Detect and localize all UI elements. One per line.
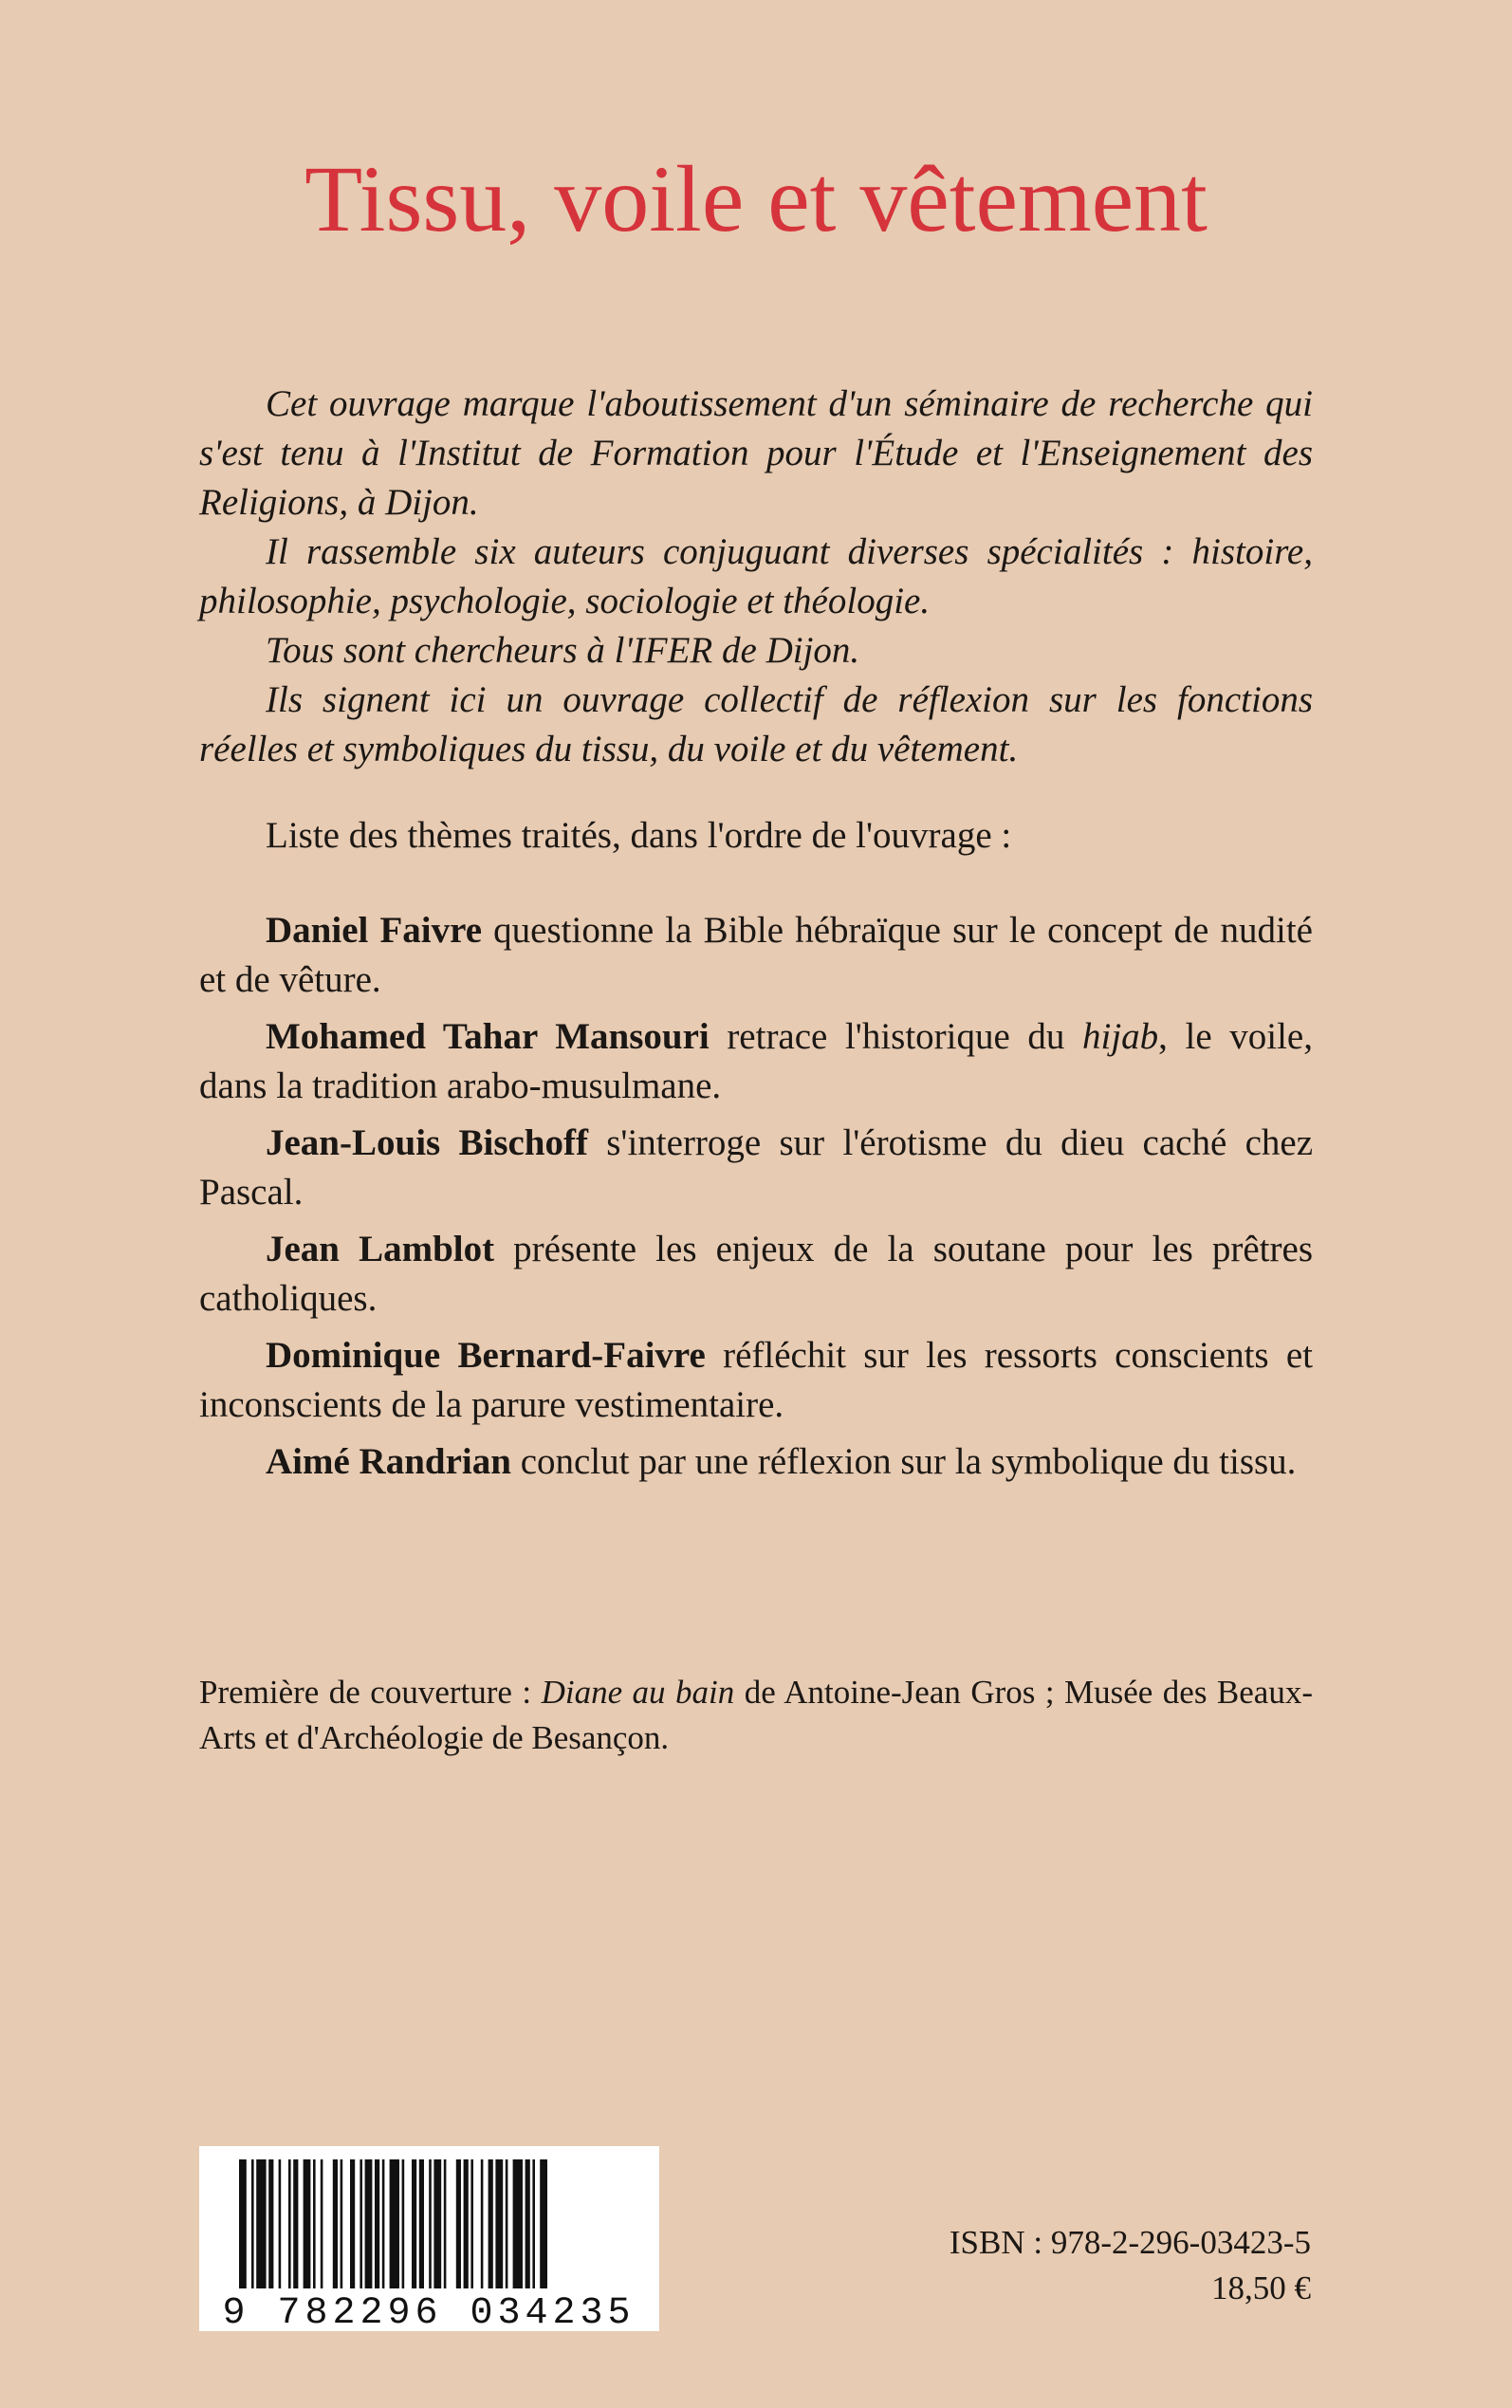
barcode-bar bbox=[360, 2159, 362, 2288]
barcode-bar bbox=[513, 2159, 523, 2288]
barcode-bar bbox=[402, 2159, 405, 2288]
cover-credits bbox=[199, 1670, 1313, 1761]
themes-list bbox=[199, 906, 1313, 1494]
barcode-bar bbox=[390, 2159, 399, 2288]
artwork-title: Diane au bain bbox=[541, 1674, 735, 1711]
barcode-graphic bbox=[199, 2146, 659, 2331]
barcode-bar bbox=[506, 2159, 508, 2288]
barcode-bar bbox=[268, 2159, 273, 2288]
intro-paragraph: Il rassemble six auteurs conjuguant diverses spécialités : histoire, philosophie, psychologie, sociologie et théologie. bbox=[199, 531, 1313, 621]
barcode-bar bbox=[464, 2159, 469, 2288]
barcode-bar bbox=[279, 2159, 282, 2288]
isbn: ISBN : 978-2-296-03423-5 bbox=[949, 2224, 1311, 2261]
barcode-bar bbox=[444, 2159, 447, 2288]
barcode-bar bbox=[256, 2159, 266, 2288]
author-name: Jean-Louis Bischoff bbox=[266, 1122, 588, 1163]
barcode-bar bbox=[526, 2159, 530, 2288]
barcode-digits: 9 782296 034235 bbox=[222, 2292, 636, 2331]
intro-paragraph: Ils signent ici un ouvrage collectif de réflexion sur les fonctions réelles et symboliques du tissu, du voile et du vêtement. bbox=[199, 679, 1313, 769]
barcode-bar bbox=[489, 2159, 493, 2288]
theme-description: , le voile, dans la tradition arabo-musulmane. bbox=[199, 1016, 1313, 1106]
barcode-bar bbox=[293, 2159, 298, 2288]
barcode-bar bbox=[532, 2159, 535, 2288]
barcode-bar bbox=[433, 2159, 441, 2288]
barcode-bar bbox=[382, 2159, 385, 2288]
theme-description: réfléchit sur les ressorts conscients et inconscients de la parure vestimentaire. bbox=[199, 1335, 1313, 1425]
barcode-bar bbox=[412, 2159, 416, 2288]
theme-description: questionne la Bible hébraïque sur le concept de nudité et de vêture. bbox=[199, 910, 1313, 1000]
barcode-bar bbox=[429, 2159, 432, 2288]
barcode-bar bbox=[419, 2159, 424, 2288]
themes-heading: Liste des thèmes traités, dans l'ordre de l'ouvrage : bbox=[266, 815, 1012, 856]
barcode bbox=[199, 2146, 659, 2331]
author-name: Jean Lamblot bbox=[266, 1229, 495, 1269]
barcode-bar bbox=[251, 2159, 254, 2288]
barcode-bar bbox=[350, 2159, 355, 2288]
theme-description: conclut par une réflexion sur la symbolique du tissu. bbox=[510, 1441, 1297, 1482]
barcode-bar bbox=[313, 2159, 316, 2288]
theme-item bbox=[199, 1437, 1313, 1487]
theme-item bbox=[199, 1119, 1313, 1217]
theme-item bbox=[199, 1012, 1313, 1111]
credits-text: de Antoine-Jean Gros ; Musée des Beaux-Arts et d'Archéologie de Besançon. bbox=[199, 1674, 1313, 1756]
barcode-bar bbox=[239, 2159, 247, 2288]
theme-description: s'interroge sur l'érotisme du dieu caché chez Pascal. bbox=[199, 1122, 1314, 1213]
credits-text: Première de couverture : bbox=[199, 1674, 542, 1711]
barcode-bar bbox=[495, 2159, 503, 2288]
intro-paragraph: Cet ouvrage marque l'aboutissement d'un séminaire de recherche qui s'est tenu à l'Institut de Formation pour l'Étude et l'Enseignement des Religions, à Dijon. bbox=[199, 383, 1313, 523]
barcode-bar bbox=[321, 2159, 323, 2288]
price: 18,50 € bbox=[1211, 2269, 1311, 2306]
barcode-bar bbox=[375, 2159, 379, 2288]
isbn-price-block bbox=[806, 2220, 1311, 2311]
theme-item bbox=[199, 906, 1313, 1005]
barcode-bar bbox=[456, 2159, 461, 2288]
barcode-bar bbox=[470, 2159, 473, 2288]
author-name: Dominique Bernard-Faivre bbox=[266, 1335, 706, 1376]
theme-italic-term: hijab bbox=[1082, 1016, 1159, 1057]
barcode-bar bbox=[288, 2159, 291, 2288]
theme-item bbox=[199, 1225, 1313, 1324]
barcode-bar bbox=[365, 2159, 373, 2288]
intro-paragraph: Tous sont chercheurs à l'IFER de Dijon. bbox=[266, 630, 860, 671]
theme-description: retrace l'historique du bbox=[709, 1016, 1082, 1057]
theme-description: présente les enjeux de la soutane pour les prêtres catholiques. bbox=[199, 1229, 1313, 1319]
author-name: Daniel Faivre bbox=[266, 910, 483, 951]
author-name: Aimé Randrian bbox=[266, 1441, 511, 1482]
barcode-bar bbox=[341, 2159, 343, 2288]
barcode-bar bbox=[304, 2159, 311, 2288]
barcode-bar bbox=[481, 2159, 484, 2288]
barcode-bars bbox=[239, 2159, 547, 2288]
barcode-bar bbox=[333, 2159, 338, 2288]
intro-text bbox=[199, 380, 1313, 774]
author-name: Mohamed Tahar Mansouri bbox=[266, 1016, 710, 1057]
barcode-bar bbox=[540, 2159, 547, 2288]
theme-item bbox=[199, 1331, 1313, 1430]
book-title: Tissu, voile et vêtement bbox=[304, 146, 1208, 251]
